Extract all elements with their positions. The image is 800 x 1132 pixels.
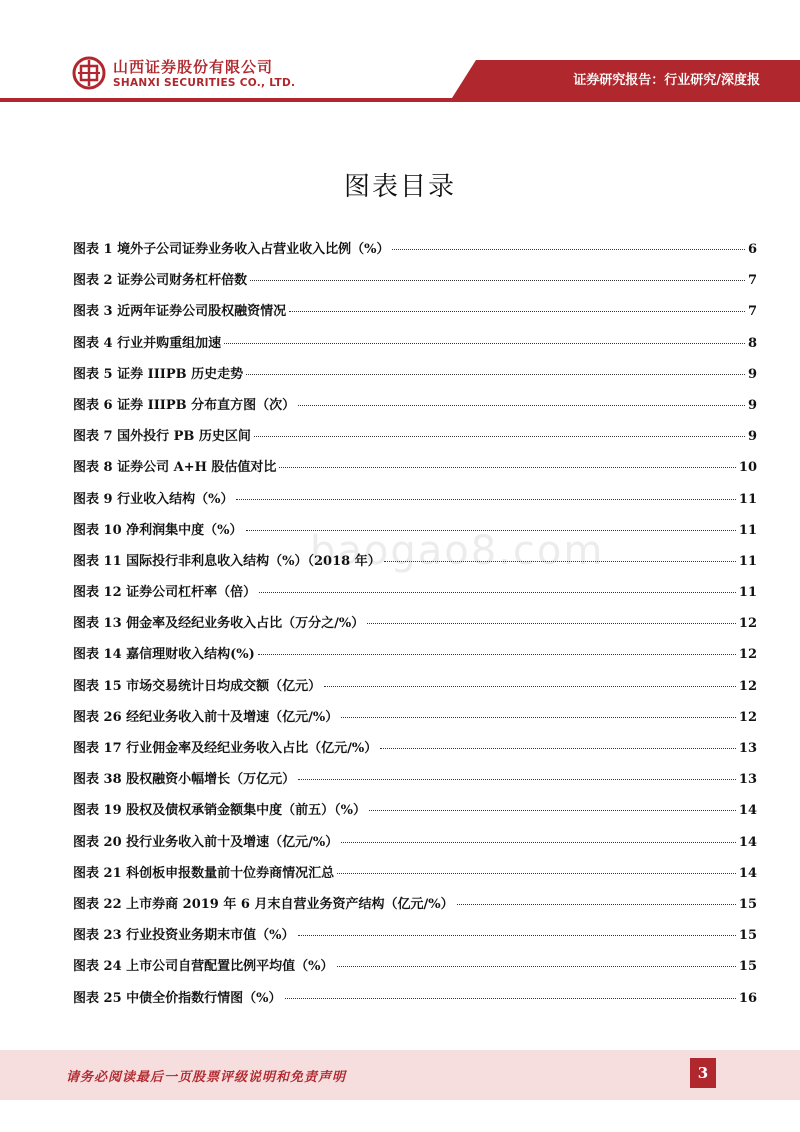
- toc-entry[interactable]: [73, 269, 757, 300]
- toc-leader-dots: [324, 686, 736, 687]
- page-title: 图表目录: [343, 172, 456, 202]
- toc-leader-dots: [369, 810, 736, 811]
- toc-entry[interactable]: [73, 612, 757, 643]
- toc-entry-page: 9: [747, 429, 757, 445]
- toc-leader-dots: [337, 966, 736, 967]
- watermark: baogao8.com: [310, 528, 605, 574]
- toc-entry[interactable]: [73, 955, 757, 986]
- toc-leader-dots: [289, 311, 745, 312]
- toc-entry-label: 图表 2 证券公司财务杠杆倍数: [73, 273, 248, 289]
- toc-entry-label: 图表 12 证券公司杠杆率（倍）: [73, 585, 257, 601]
- toc-leader-dots: [236, 499, 735, 500]
- page-header: [0, 0, 800, 104]
- toc-entry-label: 图表 19 股权及债权承销金额集中度（前五）（%）: [73, 803, 366, 819]
- toc-leader-dots: [298, 779, 736, 780]
- toc-leader-dots: [254, 436, 745, 437]
- toc-entry[interactable]: [73, 425, 757, 456]
- toc-entry[interactable]: [73, 550, 757, 581]
- company-name-cn: 山西证券股份有限公司: [113, 58, 274, 76]
- report-type: 证券研究报告：行业研究/深度报: [573, 73, 760, 88]
- toc-entry-label: 图表 7 国外投行 PB 历史区间: [73, 429, 251, 445]
- toc-entry-page: 10: [738, 460, 757, 476]
- toc-entry-label: 图表 21 科创板申报数量前十位券商情况汇总: [73, 865, 335, 881]
- toc-entry-page: 15: [738, 928, 757, 944]
- toc-entry-page: 12: [738, 678, 757, 694]
- toc-leader-dots: [341, 717, 736, 718]
- toc-leader-dots: [298, 935, 736, 936]
- toc-entry[interactable]: [73, 737, 757, 768]
- toc-entry[interactable]: [73, 238, 757, 269]
- toc-entry-page: 11: [738, 522, 757, 538]
- toc-leader-dots: [457, 904, 736, 905]
- toc-entry[interactable]: [73, 831, 757, 862]
- toc-entry-page: 11: [738, 585, 757, 601]
- toc-entry-page: 12: [738, 616, 757, 632]
- toc-leader-dots: [285, 998, 736, 999]
- toc-leader-dots: [392, 249, 745, 250]
- toc-entry-page: 9: [747, 366, 757, 382]
- toc-entry[interactable]: [73, 488, 757, 519]
- toc-entry-label: 图表 38 股权融资小幅增长（万亿元）: [73, 772, 296, 788]
- toc-entry[interactable]: [73, 519, 757, 550]
- toc-entry[interactable]: [73, 799, 757, 830]
- toc-leader-dots: [246, 530, 736, 531]
- toc-entry[interactable]: [73, 893, 757, 924]
- toc-entry-label: 图表 10 净利润集中度（%）: [73, 522, 243, 538]
- toc-entry-page: 14: [738, 803, 757, 819]
- toc-entry[interactable]: [73, 643, 757, 674]
- toc-entry-label: 图表 15 市场交易统计日均成交额（亿元）: [73, 678, 322, 694]
- toc-entry[interactable]: [73, 706, 757, 737]
- toc-entry[interactable]: [73, 332, 757, 363]
- toc-entry-page: 9: [747, 397, 757, 413]
- toc-entry-page: 15: [738, 896, 757, 912]
- toc-entry-page: 13: [738, 741, 757, 756]
- toc-entry[interactable]: [73, 862, 757, 893]
- toc-entry-label: 图表 25 中债全价指数行情图（%）: [73, 990, 282, 1006]
- toc-entry[interactable]: [73, 300, 757, 331]
- toc-entry-label: 图表 13 佣金率及经纪业务收入占比（万分之/%）: [73, 616, 365, 632]
- toc-leader-dots: [246, 374, 745, 375]
- toc-entry-page: 13: [738, 772, 757, 788]
- toc-entry-label: 图表 23 行业投资业务期末市值（%）: [73, 928, 295, 944]
- toc-entry-page: 11: [738, 553, 757, 569]
- toc-entry-page: 7: [747, 273, 757, 289]
- toc-leader-dots: [258, 654, 736, 655]
- toc-entry-label: 图表 20 投行业务收入前十及增速（亿元/%）: [73, 834, 339, 850]
- toc-entry[interactable]: [73, 581, 757, 612]
- toc-entry-label: 图表 22 上市券商 2019 年 6 月末自营业务资产结构（亿元/%）: [73, 896, 454, 912]
- toc-leader-dots: [279, 467, 735, 468]
- toc-entry[interactable]: [73, 768, 757, 799]
- toc-entry-label: 图表 11 国际投行非利息收入结构（%）（2018 年）: [73, 553, 381, 569]
- toc-leader-dots: [367, 623, 736, 624]
- toc-entry[interactable]: [73, 394, 757, 425]
- header-divider: [0, 98, 800, 102]
- toc-entry-label: 图表 9 行业收入结构（%）: [73, 491, 234, 507]
- toc-entry-page: 14: [738, 834, 757, 850]
- toc-entry[interactable]: [73, 924, 757, 955]
- toc-entry-label: 图表 26 经纪业务收入前十及增速（亿元/%）: [73, 709, 339, 725]
- toc-entry-label: 图表 1 境外子公司证券业务收入占营业收入比例（%）: [73, 242, 390, 257]
- toc-entry[interactable]: [73, 456, 757, 487]
- toc-leader-dots: [337, 873, 736, 874]
- toc-entry-label: 图表 14 嘉信理财收入结构(%): [73, 647, 255, 663]
- disclaimer-text: 请务必阅读最后一页股票评级说明和免责声明: [66, 1070, 347, 1085]
- toc-entry-page: 15: [738, 959, 757, 975]
- toc-entry-label: 图表 8 证券公司 A+H 股估值对比: [73, 460, 277, 476]
- toc-entry-page: 16: [738, 990, 757, 1006]
- toc-leader-dots: [250, 280, 745, 281]
- toc-leader-dots: [384, 561, 736, 562]
- page-number: 3: [690, 1058, 716, 1088]
- toc-entry-label: 图表 3 近两年证券公司股权融资情况: [73, 304, 287, 320]
- toc-entry-page: 12: [738, 647, 757, 663]
- toc-entry-page: 7: [747, 304, 757, 320]
- toc-entry[interactable]: [73, 675, 757, 706]
- toc-leader-dots: [380, 748, 736, 749]
- toc-entry[interactable]: [73, 987, 757, 1018]
- company-logo-icon: [72, 56, 106, 90]
- toc-entry-page: 11: [738, 491, 757, 507]
- toc-entry-label: 图表 6 证券 IIIPB 分布直方图（次）: [73, 397, 296, 413]
- toc-entry-label: 图表 4 行业并购重组加速: [73, 335, 222, 351]
- toc-leader-dots: [224, 343, 745, 344]
- toc-entry-page: 12: [738, 709, 757, 725]
- toc-leader-dots: [259, 592, 736, 593]
- toc-entry[interactable]: [73, 363, 757, 394]
- toc-entry-page: 14: [738, 865, 757, 881]
- toc-entry-label: 图表 17 行业佣金率及经纪业务收入占比（亿元/%）: [73, 741, 378, 756]
- toc-entry-label: 图表 24 上市公司自营配置比例平均值（%）: [73, 959, 334, 975]
- toc-leader-dots: [341, 842, 736, 843]
- toc-entry-page: 6: [747, 242, 757, 257]
- toc-leader-dots: [298, 405, 745, 406]
- toc-entry-page: 8: [747, 335, 757, 351]
- table-of-figures: [73, 238, 757, 1018]
- toc-entry-label: 图表 5 证券 IIIPB 历史走势: [73, 366, 244, 382]
- company-name-en: SHANXI SECURITIES CO., LTD.: [113, 77, 296, 89]
